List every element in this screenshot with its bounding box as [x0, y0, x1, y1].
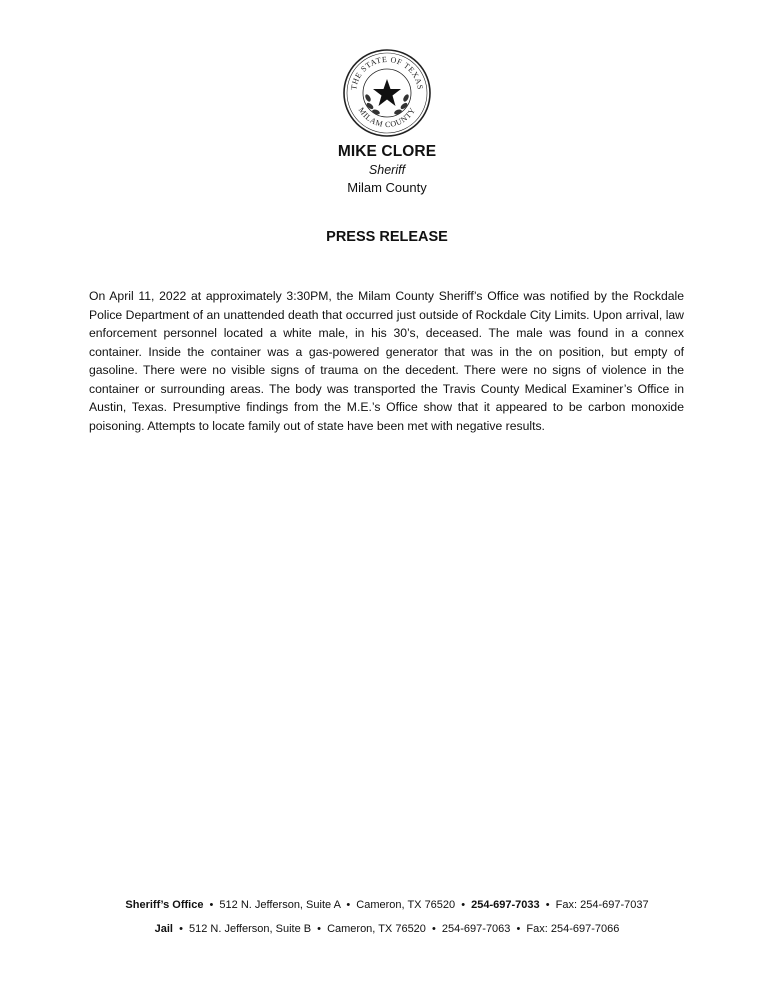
footer-jail-label: Jail [154, 923, 173, 935]
footer-separator: • [516, 923, 521, 935]
svg-text:THE STATE OF TEXAS: THE STATE OF TEXAS [349, 54, 425, 91]
footer-separator: • [209, 899, 214, 911]
footer-separator: • [431, 923, 436, 935]
footer-jail-city: Cameron, TX 76520 [327, 923, 426, 935]
footer-separator: • [317, 923, 321, 935]
footer-jail-phone: 254-697-7063 [441, 923, 511, 935]
footer-separator: • [545, 899, 550, 911]
county-name: Milam County [347, 180, 427, 195]
footer-separator: • [179, 923, 183, 935]
footer-jail-fax: Fax: 254-697-7066 [526, 923, 620, 935]
footer-office-label: Sheriff’s Office [125, 899, 204, 911]
document-heading: PRESS RELEASE [326, 229, 448, 245]
footer-office-address: 512 N. Jefferson, Suite A [219, 899, 341, 911]
svg-text:MILAM COUNTY: MILAM COUNTY [356, 105, 418, 130]
sheriff-title: Sheriff [368, 163, 406, 177]
footer-office-city: Cameron, TX 76520 [356, 899, 456, 911]
sheriff-name: MIKE CLORE [337, 143, 437, 160]
footer-separator: • [461, 899, 466, 911]
footer-office-phone: 254-697-7033 [471, 899, 540, 911]
footer-jail [0, 923, 774, 935]
county-seal [342, 48, 432, 138]
footer-separator: • [346, 899, 351, 911]
press-release-body: On April 11, 2022 at approximately 3:30PM, the Milam County Sheriff’s Office was notified by the Rockdale Police Department of an unattended death that occurred just outside of Rockdale City Limits. Upon arrival, law enforcement personnel located a white male, in his 30’s, deceased. The male was found in a connex container. Inside the container was a gas-powered generator that was in the on position, but empty of gasoline. There were no visible signs of trauma on the decedent. There were no signs of violence in the container or surrounding areas. The body was transported the Travis County Medical Examiner’s Office in Austin, Texas. Presumptive findings from the M.E.’s Office show that it appeared to be carbon monoxide poisoning. Attempts to locate family out of state have been met with negative results. [89, 289, 684, 433]
footer-office-fax: Fax: 254-697-7037 [555, 899, 649, 911]
footer-sheriff-office [0, 899, 774, 911]
footer-jail-address: 512 N. Jefferson, Suite B [188, 923, 312, 935]
